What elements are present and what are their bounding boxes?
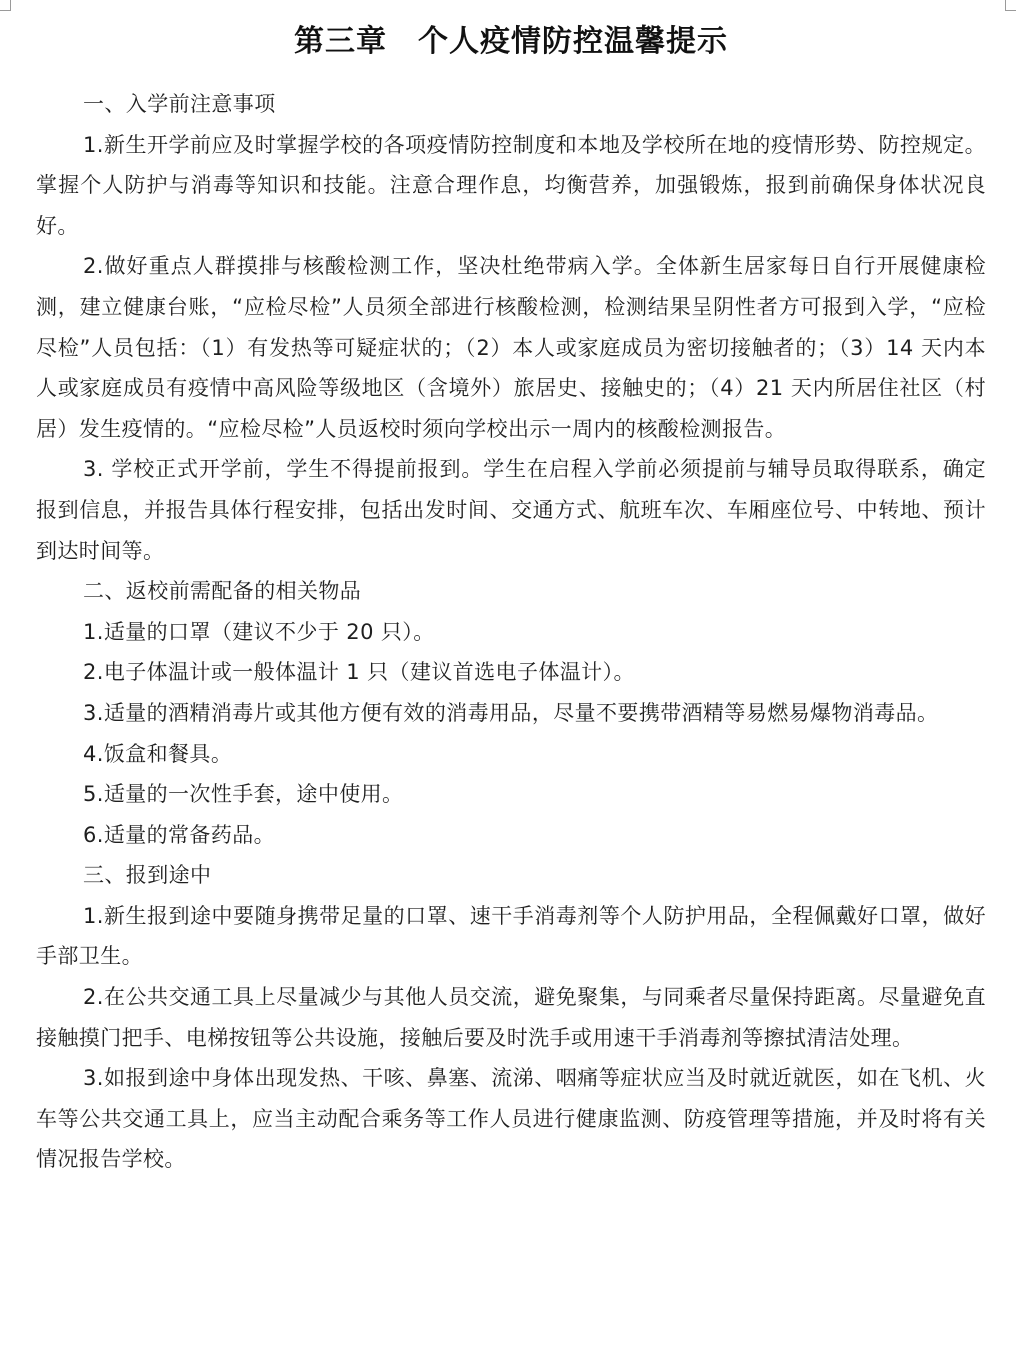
page-corner-mark-top-left	[0, 0, 11, 11]
paragraph: 3.如报到途中身体出现发热、干咳、鼻塞、流涕、咽痛等症状应当及时就近就医，如在飞机、火车等公共交通工具上，应当主动配合乘务等工作人员进行健康监测、防疫管理等措施，并及时将有关情况报告学校。	[36, 1066, 986, 1172]
list-item: 4.饭盒和餐具。	[83, 741, 233, 766]
chapter-title: 第三章 个人疫情防控温馨提示	[294, 24, 728, 59]
section-heading-before-enrollment: 一、入学前注意事项	[83, 92, 276, 116]
list-item: 5.适量的一次性手套，途中使用。	[83, 782, 404, 807]
document-body	[36, 84, 986, 1180]
list-item: 1.适量的口罩（建议不少于 20 只）。	[83, 619, 435, 644]
paragraph: 1.新生报到途中要随身携带足量的口罩、速干手消毒剂等个人防护用品，全程佩戴好口罩，做好手部卫生。	[36, 903, 986, 969]
paragraph: 2.做好重点人群摸排与核酸检测工作，坚决杜绝带病入学。全体新生居家每日自行开展健康检测，建立健康台账，“应检尽检”人员须全部进行核酸检测，检测结果呈阴性者方可报到入学，“应检尽检”人员包括：（1）有发热等可疑症状的；（2）本人或家庭成员为密切接触者的；（3）14 天内本人或家庭成员有疫情中高风险等级地区（含境外）旅居史、接触史的；（4）21 天内所居住社区（村居）发生疫情的。“应检尽检”人员返校时须向学校出示一周内的核酸检测报告。	[36, 254, 986, 441]
paragraph: 1.新生开学前应及时掌握学校的各项疫情防控制度和本地及学校所在地的疫情形势、防控规定。掌握个人防护与消毒等知识和技能。注意合理作息，均衡营养，加强锻炼，报到前确保身体状况良好。	[36, 132, 986, 238]
list-item: 2.电子体温计或一般体温计 1 只（建议首选电子体温计）。	[83, 660, 635, 685]
document-page	[36, 0, 986, 1180]
paragraph: 3. 学校正式开学前，学生不得提前报到。学生在启程入学前必须提前与辅导员取得联系，确定报到信息，并报告具体行程安排，包括出发时间、交通方式、航班车次、车厢座位号、中转地、预计到达时间等。	[36, 457, 986, 563]
section-heading-items-to-prepare: 二、返校前需配备的相关物品	[83, 579, 362, 604]
list-item: 6.适量的常备药品。	[83, 822, 276, 847]
section-heading-on-the-way: 三、报到途中	[83, 863, 212, 888]
list-item: 3.适量的酒精消毒片或其他方便有效的消毒用品，尽量不要携带酒精等易燃易爆物消毒品。	[83, 700, 939, 725]
paragraph: 2.在公共交通工具上尽量减少与其他人员交流，避免聚集，与同乘者尽量保持距离。尽量避免直接触摸门把手、电梯按钮等公共设施，接触后要及时洗手或用速干手消毒剂等擦拭清洁处理。	[36, 985, 986, 1050]
page-corner-mark-top-right	[1005, 0, 1016, 11]
